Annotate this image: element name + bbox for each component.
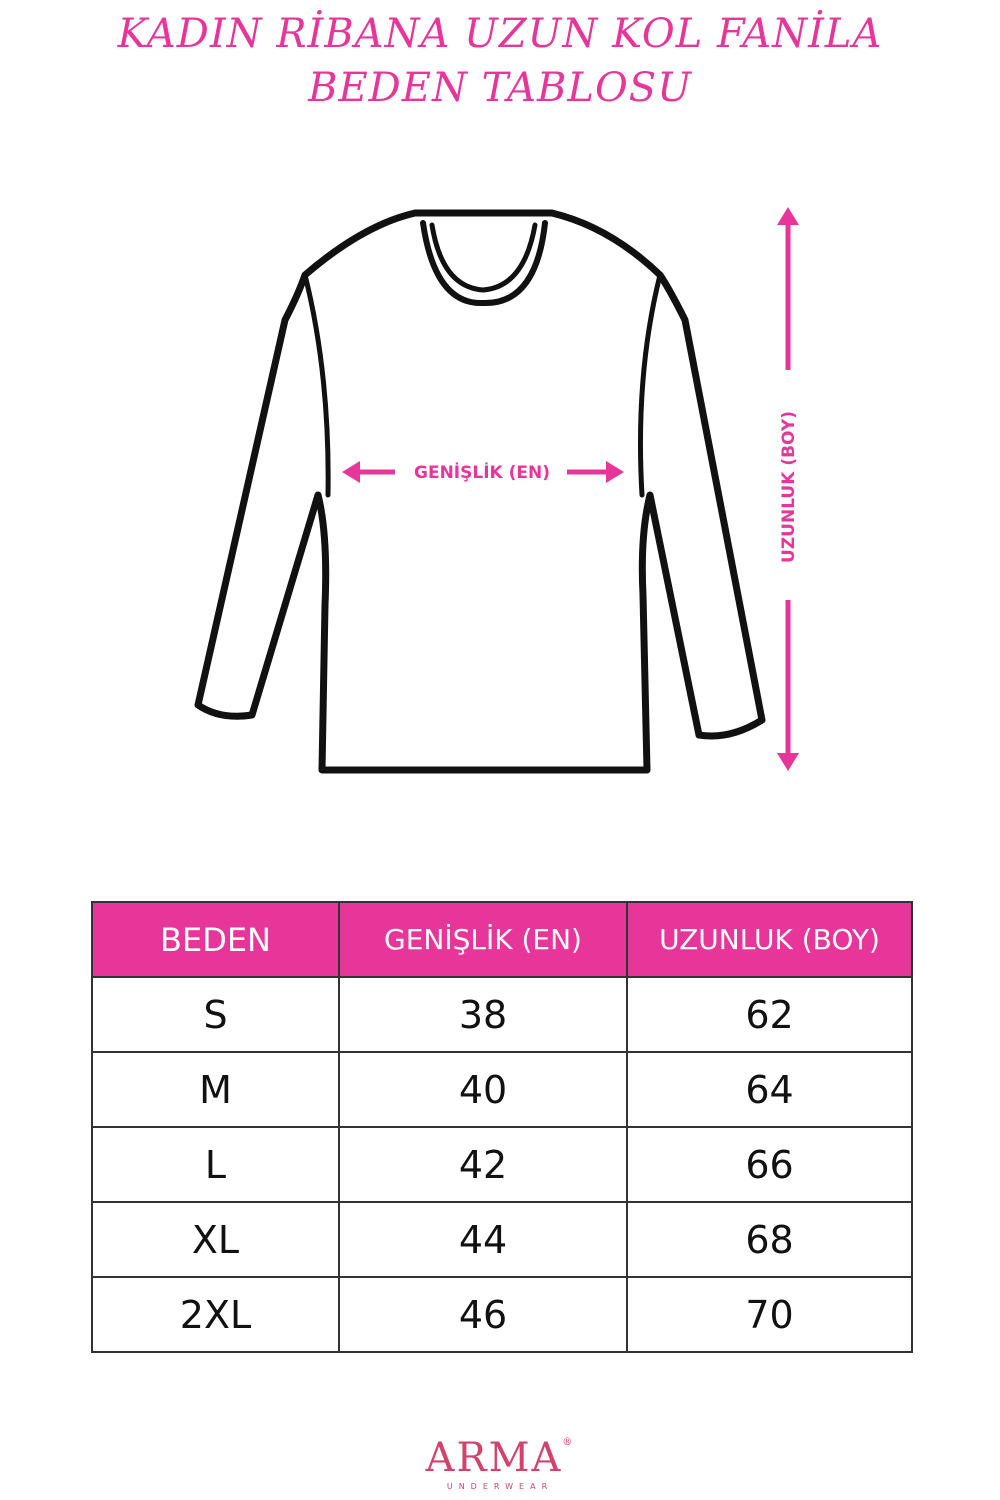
width-cell: 38 [339,977,627,1052]
page-title-line-2: BEDEN TABLOSU [308,65,692,111]
table-row [92,1127,912,1202]
width-cell: 40 [339,1052,627,1127]
length-label: UZUNLUK (BOY) [779,411,799,563]
length-cell: 66 [627,1127,912,1202]
table-row [92,1202,912,1277]
length-cell: 64 [627,1052,912,1127]
size-cell: M [92,1052,339,1127]
length-cell: 70 [627,1277,912,1352]
size-cell: XL [92,1202,339,1277]
length-cell: 68 [627,1202,912,1277]
width-label: GENİŞLİK (EN) [414,463,550,483]
size-chart-table [91,901,913,1353]
table-row [92,1052,912,1127]
shirt-diagram [180,195,820,795]
header-width: GENİŞLİK (EN) [339,902,627,977]
length-cell: 62 [627,977,912,1052]
size-cell: S [92,977,339,1052]
registered-mark: ® [562,1437,575,1448]
header-length: UZUNLUK (BOY) [627,902,912,977]
width-cell: 46 [339,1277,627,1352]
page-title-line-1: KADIN RİBANA UZUN KOL FANİLA [117,11,883,57]
size-cell: 2XL [92,1277,339,1352]
table-row [92,977,912,1052]
brand-name: ARMA [425,1435,563,1481]
table-header-row [92,902,912,977]
brand-subtitle: UNDERWEAR [446,1482,554,1491]
header-size: BEDEN [92,902,339,977]
width-cell: 42 [339,1127,627,1202]
size-cell: L [92,1127,339,1202]
long-sleeve-shirt-icon [198,213,762,770]
width-cell: 44 [339,1202,627,1277]
table-row [92,1277,912,1352]
brand-logo [0,1435,1000,1491]
